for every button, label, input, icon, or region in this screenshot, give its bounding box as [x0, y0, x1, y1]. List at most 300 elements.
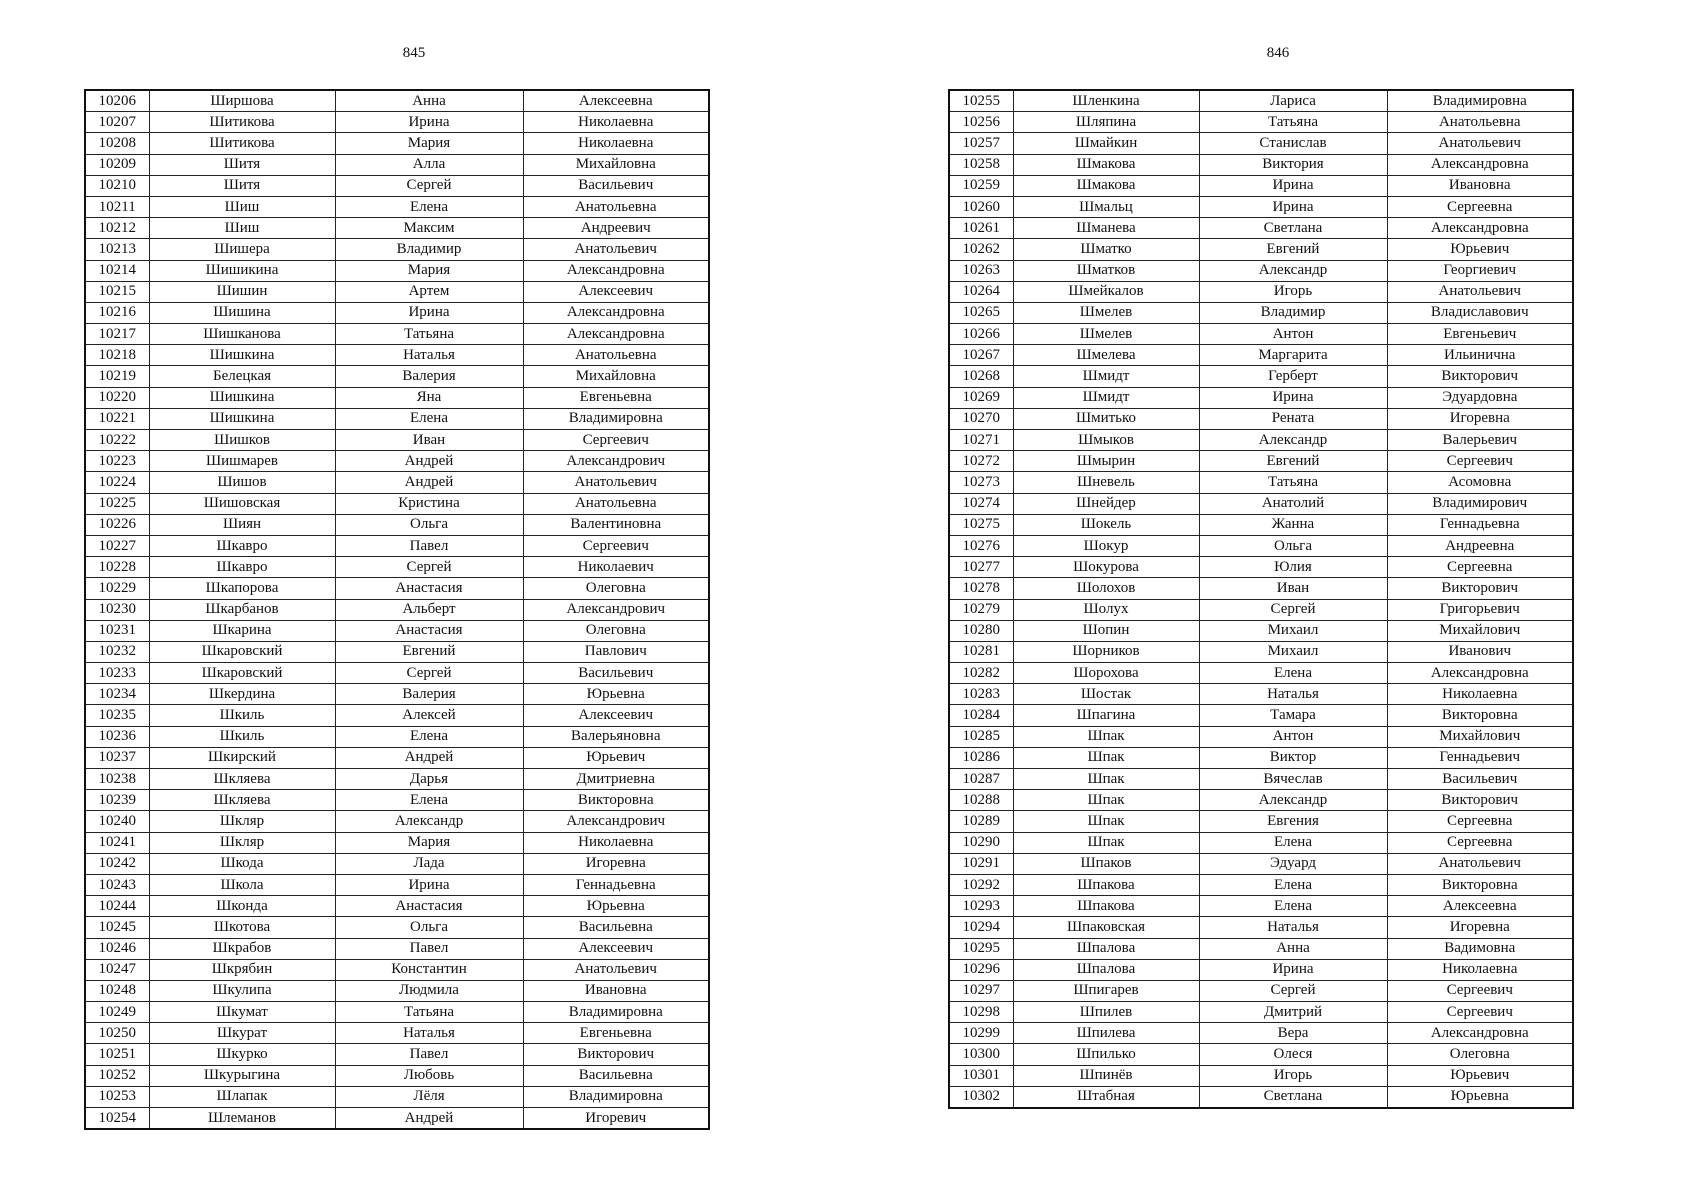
first-name-cell: Мария: [335, 260, 523, 281]
patronymic-cell: Сергеевна: [1387, 196, 1573, 217]
first-name-cell: Татьяна: [335, 324, 523, 345]
table-row: [949, 218, 1573, 239]
record-number-cell: 10220: [85, 387, 149, 408]
patronymic-cell: Викторович: [1387, 790, 1573, 811]
patronymic-cell: Ивановна: [1387, 175, 1573, 196]
patronymic-cell: Юрьевна: [523, 896, 709, 917]
last-name-cell: Шпагина: [1013, 705, 1199, 726]
last-name-cell: Шмитько: [1013, 408, 1199, 429]
table-row: [949, 1065, 1573, 1086]
first-name-cell: Валерия: [335, 684, 523, 705]
first-name-cell: Мария: [335, 832, 523, 853]
first-name-cell: Ирина: [1199, 196, 1387, 217]
table-row: [85, 705, 709, 726]
record-number-cell: 10300: [949, 1044, 1013, 1065]
record-number-cell: 10286: [949, 747, 1013, 768]
table-row: [85, 1002, 709, 1023]
last-name-cell: Шпакова: [1013, 896, 1199, 917]
last-name-cell: Шмырин: [1013, 451, 1199, 472]
patronymic-cell: Анатольевна: [523, 493, 709, 514]
first-name-cell: Ирина: [335, 112, 523, 133]
table-row: [949, 387, 1573, 408]
first-name-cell: Александр: [1199, 260, 1387, 281]
first-name-cell: Анна: [1199, 938, 1387, 959]
last-name-cell: Шкляева: [149, 769, 335, 790]
patronymic-cell: Владимировна: [523, 408, 709, 429]
first-name-cell: Павел: [335, 1044, 523, 1065]
record-number-cell: 10236: [85, 726, 149, 747]
record-number-cell: 10287: [949, 769, 1013, 790]
patronymic-cell: Александрович: [523, 451, 709, 472]
patronymic-cell: Александрович: [523, 599, 709, 620]
last-name-cell: Шишкина: [149, 345, 335, 366]
record-number-cell: 10243: [85, 874, 149, 895]
page-number: 846: [1266, 45, 1290, 61]
table-row: [85, 175, 709, 196]
last-name-cell: Шляпина: [1013, 112, 1199, 133]
first-name-cell: Максим: [335, 218, 523, 239]
first-name-cell: Герберт: [1199, 366, 1387, 387]
record-number-cell: 10298: [949, 1002, 1013, 1023]
last-name-cell: Шматко: [1013, 239, 1199, 260]
first-name-cell: Елена: [1199, 832, 1387, 853]
patronymic-cell: Николаевна: [523, 133, 709, 154]
record-number-cell: 10223: [85, 451, 149, 472]
patronymic-cell: Сергеевич: [1387, 1002, 1573, 1023]
record-number-cell: 10285: [949, 726, 1013, 747]
last-name-cell: Шкурко: [149, 1044, 335, 1065]
first-name-cell: Вера: [1199, 1023, 1387, 1044]
last-name-cell: Шишмарев: [149, 451, 335, 472]
last-name-cell: Шмыков: [1013, 430, 1199, 451]
patronymic-cell: Анатольевич: [523, 472, 709, 493]
first-name-cell: Мария: [335, 133, 523, 154]
first-name-cell: Олеся: [1199, 1044, 1387, 1065]
first-name-cell: Татьяна: [1199, 112, 1387, 133]
table-row: [949, 514, 1573, 535]
patronymic-cell: Павлович: [523, 641, 709, 662]
last-name-cell: Шмелев: [1013, 324, 1199, 345]
last-name-cell: Шишкина: [149, 387, 335, 408]
table-row: [949, 684, 1573, 705]
table-row: [949, 535, 1573, 556]
last-name-cell: Шкотова: [149, 917, 335, 938]
patronymic-cell: Николаевна: [523, 832, 709, 853]
record-number-cell: 10225: [85, 493, 149, 514]
first-name-cell: Ольга: [335, 917, 523, 938]
record-number-cell: 10250: [85, 1023, 149, 1044]
first-name-cell: Сергей: [335, 663, 523, 684]
record-number-cell: 10254: [85, 1108, 149, 1130]
table-row: [85, 1065, 709, 1086]
table-row: [85, 578, 709, 599]
record-number-cell: 10280: [949, 620, 1013, 641]
last-name-cell: Шмакова: [1013, 175, 1199, 196]
table-row: [85, 260, 709, 281]
last-name-cell: Шитя: [149, 175, 335, 196]
patronymic-cell: Викторовна: [1387, 705, 1573, 726]
table-row: [949, 1002, 1573, 1023]
record-number-cell: 10278: [949, 578, 1013, 599]
patronymic-cell: Юрьевич: [1387, 239, 1573, 260]
last-name-cell: Шишовская: [149, 493, 335, 514]
patronymic-cell: Анатольевна: [523, 345, 709, 366]
record-number-cell: 10237: [85, 747, 149, 768]
last-name-cell: Шмакова: [1013, 154, 1199, 175]
first-name-cell: Дарья: [335, 769, 523, 790]
last-name-cell: Шмейкалов: [1013, 281, 1199, 302]
table-row: [85, 90, 709, 112]
table-row: [949, 620, 1573, 641]
patronymic-cell: Ивановна: [523, 980, 709, 1001]
patronymic-cell: Александровна: [523, 302, 709, 323]
last-name-cell: Шкурыгина: [149, 1065, 335, 1086]
record-number-cell: 10268: [949, 366, 1013, 387]
first-name-cell: Наталья: [335, 1023, 523, 1044]
last-name-cell: Шкрябин: [149, 959, 335, 980]
first-name-cell: Андрей: [335, 1108, 523, 1130]
record-number-cell: 10256: [949, 112, 1013, 133]
patronymic-cell: Юрьевич: [1387, 1065, 1573, 1086]
record-number-cell: 10276: [949, 535, 1013, 556]
table-row: [949, 747, 1573, 768]
table-row: [949, 853, 1573, 874]
patronymic-cell: Сергеевна: [1387, 832, 1573, 853]
last-name-cell: Шиян: [149, 514, 335, 535]
first-name-cell: Михаил: [1199, 641, 1387, 662]
last-name-cell: Шокель: [1013, 514, 1199, 535]
first-name-cell: Ольга: [335, 514, 523, 535]
patronymic-cell: Викторовна: [1387, 874, 1573, 895]
first-name-cell: Ольга: [1199, 535, 1387, 556]
patronymic-cell: Алексеевич: [523, 938, 709, 959]
first-name-cell: Вячеслав: [1199, 769, 1387, 790]
table-row: [85, 281, 709, 302]
patronymic-cell: Юрьевич: [523, 747, 709, 768]
first-name-cell: Лариса: [1199, 90, 1387, 112]
table-row: [85, 430, 709, 451]
record-number-cell: 10282: [949, 663, 1013, 684]
first-name-cell: Андрей: [335, 472, 523, 493]
table-row: [85, 832, 709, 853]
first-name-cell: Александр: [1199, 790, 1387, 811]
last-name-cell: Шкарина: [149, 620, 335, 641]
last-name-cell: Шкумат: [149, 1002, 335, 1023]
patronymic-cell: Олеговна: [523, 620, 709, 641]
record-number-cell: 10262: [949, 239, 1013, 260]
last-name-cell: Шишкина: [149, 408, 335, 429]
last-name-cell: Шкиль: [149, 726, 335, 747]
table-row: [949, 578, 1573, 599]
record-number-cell: 10206: [85, 90, 149, 112]
first-name-cell: Юлия: [1199, 557, 1387, 578]
table-row: [85, 1086, 709, 1107]
patronymic-cell: Валерьяновна: [523, 726, 709, 747]
last-name-cell: Шишера: [149, 239, 335, 260]
last-name-cell: Шишов: [149, 472, 335, 493]
record-number-cell: 10279: [949, 599, 1013, 620]
first-name-cell: Людмила: [335, 980, 523, 1001]
record-number-cell: 10295: [949, 938, 1013, 959]
patronymic-cell: Алексеевна: [523, 90, 709, 112]
record-number-cell: 10301: [949, 1065, 1013, 1086]
record-number-cell: 10277: [949, 557, 1013, 578]
last-name-cell: Шкрабов: [149, 938, 335, 959]
first-name-cell: Игорь: [1199, 1065, 1387, 1086]
record-number-cell: 10292: [949, 874, 1013, 895]
record-number-cell: 10267: [949, 345, 1013, 366]
record-number-cell: 10214: [85, 260, 149, 281]
table-row: [949, 1086, 1573, 1108]
record-number-cell: 10218: [85, 345, 149, 366]
table-row: [949, 430, 1573, 451]
record-number-cell: 10290: [949, 832, 1013, 853]
name-table: [84, 89, 710, 1130]
first-name-cell: Антон: [1199, 324, 1387, 345]
record-number-cell: 10302: [949, 1086, 1013, 1108]
record-number-cell: 10235: [85, 705, 149, 726]
table-row: [949, 366, 1573, 387]
patronymic-cell: Александровна: [523, 260, 709, 281]
first-name-cell: Михаил: [1199, 620, 1387, 641]
last-name-cell: Шиш: [149, 218, 335, 239]
patronymic-cell: Ильинична: [1387, 345, 1573, 366]
record-number-cell: 10217: [85, 324, 149, 345]
table-row: [85, 641, 709, 662]
table-row: [85, 599, 709, 620]
record-number-cell: 10289: [949, 811, 1013, 832]
patronymic-cell: Владиславович: [1387, 302, 1573, 323]
table-row: [85, 302, 709, 323]
first-name-cell: Валерия: [335, 366, 523, 387]
record-number-cell: 10247: [85, 959, 149, 980]
patronymic-cell: Николаевна: [523, 112, 709, 133]
first-name-cell: Елена: [335, 196, 523, 217]
last-name-cell: Шкапорова: [149, 578, 335, 599]
record-number-cell: 10281: [949, 641, 1013, 662]
last-name-cell: Школа: [149, 874, 335, 895]
last-name-cell: Шкаровский: [149, 641, 335, 662]
record-number-cell: 10215: [85, 281, 149, 302]
patronymic-cell: Геннадьевна: [523, 874, 709, 895]
table-row: [949, 408, 1573, 429]
table-row: [949, 302, 1573, 323]
last-name-cell: Шманева: [1013, 218, 1199, 239]
table-row: [949, 557, 1573, 578]
last-name-cell: Шорников: [1013, 641, 1199, 662]
record-number-cell: 10226: [85, 514, 149, 535]
first-name-cell: Анастасия: [335, 578, 523, 599]
patronymic-cell: Алексеевич: [523, 705, 709, 726]
patronymic-cell: Евгеньевна: [523, 387, 709, 408]
table-row: [85, 196, 709, 217]
first-name-cell: Анатолий: [1199, 493, 1387, 514]
last-name-cell: Шпалова: [1013, 959, 1199, 980]
last-name-cell: Шкляева: [149, 790, 335, 811]
patronymic-cell: Викторовна: [523, 790, 709, 811]
record-number-cell: 10284: [949, 705, 1013, 726]
last-name-cell: Ширшова: [149, 90, 335, 112]
first-name-cell: Евгений: [1199, 239, 1387, 260]
record-number-cell: 10269: [949, 387, 1013, 408]
first-name-cell: Маргарита: [1199, 345, 1387, 366]
table-row: [949, 959, 1573, 980]
table-row: [949, 874, 1573, 895]
table-row: [949, 663, 1573, 684]
first-name-cell: Андрей: [335, 747, 523, 768]
last-name-cell: Шкурат: [149, 1023, 335, 1044]
table-row: [85, 324, 709, 345]
record-number-cell: 10244: [85, 896, 149, 917]
table-row: [949, 726, 1573, 747]
last-name-cell: Шмелева: [1013, 345, 1199, 366]
patronymic-cell: Николаевич: [523, 557, 709, 578]
patronymic-cell: Юрьевна: [1387, 1086, 1573, 1108]
last-name-cell: Шкарбанов: [149, 599, 335, 620]
patronymic-cell: Валерьевич: [1387, 430, 1573, 451]
patronymic-cell: Михайловна: [523, 154, 709, 175]
last-name-cell: Шпилько: [1013, 1044, 1199, 1065]
first-name-cell: Станислав: [1199, 133, 1387, 154]
first-name-cell: Евгений: [1199, 451, 1387, 472]
record-number-cell: 10288: [949, 790, 1013, 811]
last-name-cell: Шленкина: [1013, 90, 1199, 112]
patronymic-cell: Викторович: [523, 1044, 709, 1065]
patronymic-cell: Александровна: [1387, 218, 1573, 239]
patronymic-cell: Сергеевич: [523, 535, 709, 556]
table-row: [85, 917, 709, 938]
record-number-cell: 10209: [85, 154, 149, 175]
patronymic-cell: Анатольевич: [1387, 853, 1573, 874]
first-name-cell: Артем: [335, 281, 523, 302]
table-row: [949, 345, 1573, 366]
first-name-cell: Елена: [335, 408, 523, 429]
patronymic-cell: Асомовна: [1387, 472, 1573, 493]
record-number-cell: 10283: [949, 684, 1013, 705]
patronymic-cell: Александрович: [523, 811, 709, 832]
table-row: [85, 366, 709, 387]
last-name-cell: Шкаровский: [149, 663, 335, 684]
first-name-cell: Ирина: [1199, 387, 1387, 408]
table-row: [949, 451, 1573, 472]
record-number-cell: 10239: [85, 790, 149, 811]
table-row: [949, 811, 1573, 832]
first-name-cell: Анна: [335, 90, 523, 112]
patronymic-cell: Юрьевна: [523, 684, 709, 705]
last-name-cell: Шпак: [1013, 832, 1199, 853]
patronymic-cell: Анатольевич: [1387, 281, 1573, 302]
first-name-cell: Светлана: [1199, 1086, 1387, 1108]
patronymic-cell: Александровна: [523, 324, 709, 345]
first-name-cell: Наталья: [335, 345, 523, 366]
table-row: [949, 196, 1573, 217]
record-number-cell: 10255: [949, 90, 1013, 112]
table-row: [85, 896, 709, 917]
record-number-cell: 10212: [85, 218, 149, 239]
last-name-cell: Шолохов: [1013, 578, 1199, 599]
first-name-cell: Виктория: [1199, 154, 1387, 175]
last-name-cell: Шкирский: [149, 747, 335, 768]
table-row: [949, 112, 1573, 133]
record-number-cell: 10228: [85, 557, 149, 578]
first-name-cell: Светлана: [1199, 218, 1387, 239]
patronymic-cell: Вадимовна: [1387, 938, 1573, 959]
first-name-cell: Андрей: [335, 451, 523, 472]
last-name-cell: Шокурова: [1013, 557, 1199, 578]
patronymic-cell: Евгеньевна: [523, 1023, 709, 1044]
last-name-cell: Шпак: [1013, 769, 1199, 790]
record-number-cell: 10253: [85, 1086, 149, 1107]
record-number-cell: 10264: [949, 281, 1013, 302]
patronymic-cell: Александровна: [1387, 154, 1573, 175]
patronymic-cell: Васильевна: [523, 1065, 709, 1086]
record-number-cell: 10232: [85, 641, 149, 662]
first-name-cell: Елена: [1199, 896, 1387, 917]
record-number-cell: 10207: [85, 112, 149, 133]
table-row: [949, 154, 1573, 175]
first-name-cell: Владимир: [1199, 302, 1387, 323]
table-row: [949, 133, 1573, 154]
patronymic-cell: Михайлович: [1387, 620, 1573, 641]
table-row: [949, 1044, 1573, 1065]
first-name-cell: Дмитрий: [1199, 1002, 1387, 1023]
patronymic-cell: Васильевна: [523, 917, 709, 938]
first-name-cell: Сергей: [1199, 980, 1387, 1001]
record-number-cell: 10208: [85, 133, 149, 154]
last-name-cell: Шорохова: [1013, 663, 1199, 684]
last-name-cell: Шпинёв: [1013, 1065, 1199, 1086]
first-name-cell: Иван: [1199, 578, 1387, 599]
first-name-cell: Владимир: [335, 239, 523, 260]
record-number-cell: 10213: [85, 239, 149, 260]
table-row: [85, 1023, 709, 1044]
first-name-cell: Ирина: [335, 302, 523, 323]
record-number-cell: 10270: [949, 408, 1013, 429]
table-row: [85, 790, 709, 811]
last-name-cell: Шкляр: [149, 811, 335, 832]
last-name-cell: Шкода: [149, 853, 335, 874]
first-name-cell: Павел: [335, 535, 523, 556]
patronymic-cell: Алексеевич: [523, 281, 709, 302]
patronymic-cell: Васильевич: [523, 175, 709, 196]
record-number-cell: 10224: [85, 472, 149, 493]
first-name-cell: Павел: [335, 938, 523, 959]
table-row: [85, 154, 709, 175]
record-number-cell: 10265: [949, 302, 1013, 323]
patronymic-cell: Владимировна: [523, 1002, 709, 1023]
patronymic-cell: Игоревна: [1387, 917, 1573, 938]
record-number-cell: 10238: [85, 769, 149, 790]
first-name-cell: Рената: [1199, 408, 1387, 429]
last-name-cell: Шмидт: [1013, 387, 1199, 408]
table-row: [85, 239, 709, 260]
record-number-cell: 10296: [949, 959, 1013, 980]
patronymic-cell: Александровна: [1387, 1023, 1573, 1044]
record-number-cell: 10230: [85, 599, 149, 620]
first-name-cell: Наталья: [1199, 684, 1387, 705]
patronymic-cell: Васильевич: [523, 663, 709, 684]
last-name-cell: Шкулипа: [149, 980, 335, 1001]
name-table: [948, 89, 1574, 1109]
record-number-cell: 10294: [949, 917, 1013, 938]
record-number-cell: 10258: [949, 154, 1013, 175]
first-name-cell: Анастасия: [335, 620, 523, 641]
last-name-cell: Шневель: [1013, 472, 1199, 493]
patronymic-cell: Геннадьевна: [1387, 514, 1573, 535]
record-number-cell: 10216: [85, 302, 149, 323]
last-name-cell: Шпакова: [1013, 874, 1199, 895]
table-row: [85, 1044, 709, 1065]
